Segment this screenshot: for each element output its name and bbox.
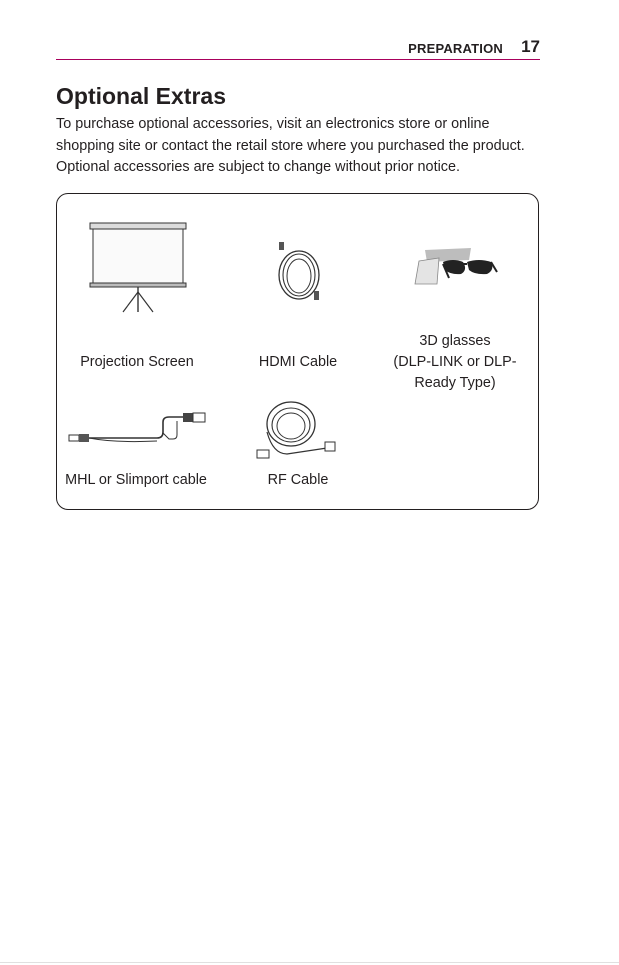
projection-screen-icon [89,222,189,314]
item-label-3d-glasses [380,331,530,394]
item-label-rf-cable: RF Cable [267,472,329,488]
3d-glasses-icon [413,244,499,286]
item-label-3d-glasses-line1: 3D glasses [419,333,491,349]
mhl-cable-icon [65,409,215,449]
item-label-3d-glasses-line3: Ready Type) [414,375,496,391]
item-label-projection-screen: Projection Screen [80,354,194,370]
item-label-mhl-cable: MHL or Slimport cable [65,472,207,488]
item-label-hdmi-cable: HDMI Cable [258,354,338,370]
item-label-3d-glasses-line2: (DLP-LINK or DLP- [393,354,517,370]
page-title: Optional Extras [56,83,226,109]
accessories-panel [56,193,539,510]
rf-cable-icon [253,398,339,462]
hdmi-cable-icon [269,239,329,303]
page-bottom-rule [0,962,619,963]
page-header [56,37,540,60]
intro-paragraph: To purchase optional accessories, visit an electronics store or online shopping site or contact the retail store where you purchased the product. Optional accessories are subject to change without prior notice. [56,116,525,175]
section-title: PREPARATION [408,41,503,56]
page-number: 17 [521,37,540,56]
